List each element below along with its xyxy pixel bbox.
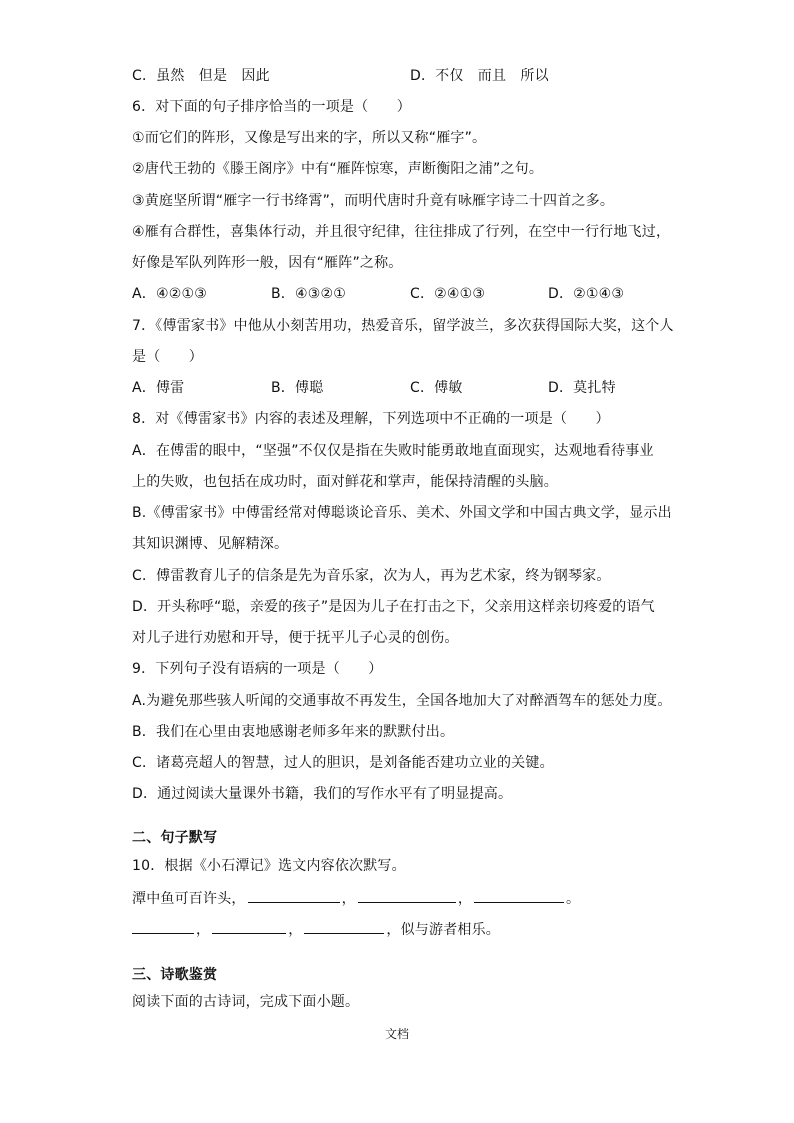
q8-option-d-line1: D．开头称呼“聪，亲爱的孩子”是因为儿子在打击之下，父亲用这样亲切疼爱的语气 (132, 599, 655, 615)
q7-option-c: C．傅敏 (410, 380, 463, 396)
q8-option-a-line2: 上的失败，也包括在成功时，面对鲜花和掌声，能保持清醒的头脑。 (132, 474, 558, 490)
q7-option-a: A．傅雷 (132, 380, 185, 396)
fill-blank-5[interactable] (212, 919, 286, 934)
q6-option-a: A．④②①③ (132, 286, 207, 302)
q8-option-b-line2: 其知识渊博、见解精深。 (132, 536, 289, 552)
q8-option-c: C．傅雷教育儿子的信条是先为音乐家，次为人，再为艺术家，终为钢琴家。 (132, 568, 611, 584)
fill-blank-4[interactable] (132, 919, 194, 934)
q9-option-b: B．我们在心里由衷地感谢老师多年来的默默付出。 (132, 724, 455, 740)
q6-sentence-4-line2: 好像是军队列阵形一般，因有“雁阵”之称。 (132, 255, 403, 271)
comma-4: ， (288, 922, 303, 938)
q8-option-d-line2: 对儿子进行劝慰和开导，便于抚平儿子心灵的创伤。 (132, 630, 459, 646)
q8-option-a-line1: A．在傅雷的眼中，“坚强”不仅仅是指在失败时能勇敢地直面现实，达观地看待事业 (132, 443, 654, 459)
q6-sentence-1: ①而它们的阵形，又像是写出来的字，所以又称“雁字”。 (132, 130, 487, 146)
q9-option-a: A.为避免那些骇人听闻的交通事故不再发生，全国各地加大了对醉酒驾车的惩处力度。 (132, 693, 672, 709)
fill-blank-1[interactable] (248, 888, 340, 903)
section-3-intro: 阅读下面的古诗词，完成下面小题。 (132, 994, 360, 1010)
q5-option-d: D．不仅 而且 所以 (410, 68, 549, 84)
q5-option-c: C．虽然 但是 因此 (132, 68, 270, 84)
q6-sentence-4-line1: ④雁有合群性，喜集体行动，并且很守纪律，往往排成了行列，在空中一行行地飞过， (132, 224, 671, 240)
q9-option-c: C．诸葛亮超人的智慧，过人的胆识，是刘备能否建功立业的关键。 (132, 755, 554, 771)
q6-option-c: C．②④①③ (410, 286, 486, 302)
fill-blank-6[interactable] (304, 919, 384, 934)
q9-option-d: D．通过阅读大量课外书籍，我们的写作水平有了明显提高。 (132, 786, 513, 802)
period-1: 。 (566, 891, 581, 907)
q6-sentence-3: ③黄庭坚所谓“雁字一行书绛霄”，而明代唐时升竟有咏雁字诗二十四首之多。 (132, 193, 615, 209)
q6-option-b: B．④③②① (271, 286, 347, 302)
page-footer: 文档 (384, 1027, 409, 1041)
comma-1: ， (341, 891, 356, 907)
q6-sentence-2: ②唐代王勃的《滕王阁序》中有“雁阵惊寒，声断衡阳之浦”之句。 (132, 161, 544, 177)
q10-fill-line2 (132, 919, 500, 940)
fill-blank-2[interactable] (358, 888, 456, 903)
q7-option-d: D．莫扎特 (548, 380, 616, 396)
q10-line1-start: 潭中鱼可百许头， (132, 891, 246, 907)
q7-stem-line2: 是（ ） (132, 349, 203, 365)
q9-stem: 9．下列句子没有语病的一项是（ ） (132, 661, 383, 677)
q10-stem: 10．根据《小石潭记》选文内容依次默写。 (132, 858, 406, 874)
section-2-title: 二、句子默写 (132, 830, 218, 846)
q7-option-b: B．傅聪 (271, 380, 324, 396)
q6-option-d: D．②①④③ (548, 286, 625, 302)
section-3-title: 三、诗歌鉴赏 (132, 967, 218, 983)
q8-option-b-line1: B.《傅雷家书》中傅雷经常对傅聪谈论音乐、美术、外国文学和中国古典文学，显示出 (132, 505, 672, 521)
fill-blank-3[interactable] (474, 888, 564, 903)
q10-fill-line1 (132, 888, 580, 909)
comma-3: ， (196, 922, 211, 938)
q7-stem-line1: 7．《傅雷家书》中他从小刻苦用功，热爱音乐，留学波兰，多次获得国际大奖，这个人 (132, 318, 674, 334)
comma-2: ， (457, 891, 473, 907)
q8-stem: 8．对《傅雷家书》内容的表述及理解，下列选项中不正确的一项是（ ） (132, 411, 610, 427)
q6-stem: 6．对下面的句子排序恰当的一项是（ ） (132, 99, 411, 115)
q10-line2-end: ，似与游者相乐。 (386, 922, 501, 938)
